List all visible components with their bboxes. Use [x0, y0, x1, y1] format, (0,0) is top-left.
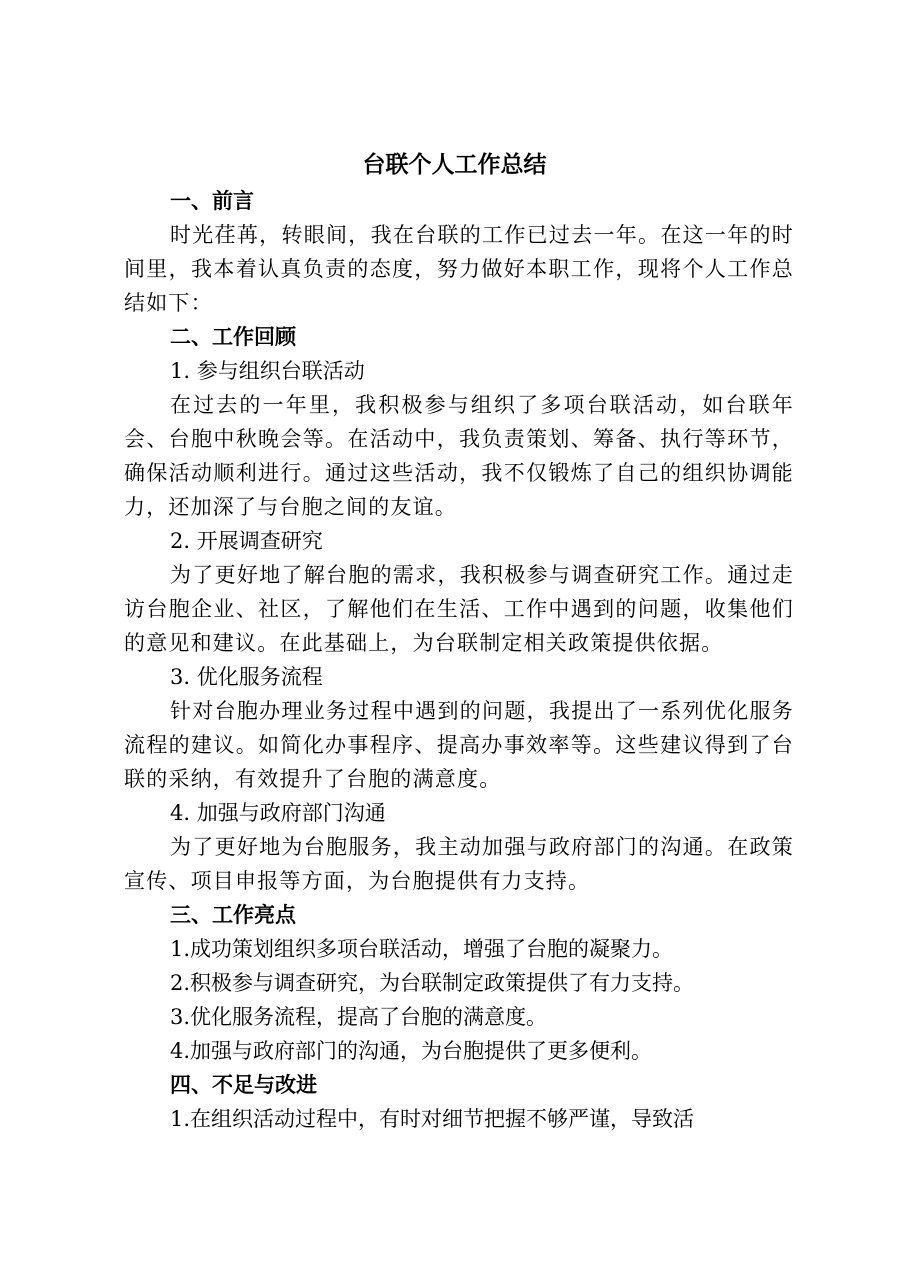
improvement-item-1: 1.在组织活动过程中，有时对细节把握不够严谨，导致活 [170, 1107, 695, 1131]
document-body [124, 184, 794, 1136]
document-title: 台联个人工作总结 [362, 151, 547, 178]
review-item-title-4: 4. 加强与政府部门沟通 [170, 801, 386, 825]
section-heading-review: 二、工作回顾 [170, 325, 296, 349]
review-item-title-3: 3. 优化服务流程 [170, 665, 323, 689]
highlight-item-2: 2.积极参与调查研究，为台联制定政策提供了有力支持。 [170, 971, 695, 995]
highlight-item-4: 4.加强与政府部门的沟通，为台胞提供了更多便利。 [170, 1039, 653, 1063]
section-heading-improvement: 四、不足与改进 [170, 1073, 317, 1097]
highlight-item-1: 1.成功策划组织多项台联活动，增强了台胞的凝聚力。 [170, 937, 674, 961]
highlight-item-3: 3.优化服务流程，提高了台胞的满意度。 [170, 1005, 548, 1029]
review-item-title-1: 1. 参与组织台联活动 [170, 359, 365, 383]
section-heading-intro: 一、前言 [170, 189, 254, 213]
review-item-paragraph-4: 为了更好地为台胞服务，我主动加强与政府部门的沟通。在政策宣传、项目申报等方面，为台胞提供有力支持。 [124, 835, 794, 893]
paragraph-intro: 时光荏苒，转眼间，我在台联的工作已过去一年。在这一年的时间里，我本着认真负责的态度，努力做好本职工作，现将个人工作总结如下： [124, 223, 794, 315]
review-item-paragraph-2: 为了更好地了解台胞的需求，我积极参与调查研究工作。通过走访台胞企业、社区，了解他们在生活、工作中遇到的问题，收集他们的意见和建议。在此基础上，为台联制定相关政策提供依据。 [124, 563, 794, 655]
review-item-title-2: 2. 开展调查研究 [170, 529, 323, 553]
review-item-paragraph-1: 在过去的一年里，我积极参与组织了多项台联活动，如台联年会、台胞中秋晚会等。在活动中，我负责策划、筹备、执行等环节，确保活动顺利进行。通过这些活动，我不仅锻炼了自己的组织协调能力，还加深了与台胞之间的友谊。 [124, 393, 794, 519]
review-item-paragraph-3: 针对台胞办理业务过程中遇到的问题，我提出了一系列优化服务流程的建议。如简化办事程序、提高办事效率等。这些建议得到了台联的采纳，有效提升了台胞的满意度。 [124, 699, 794, 791]
section-heading-highlights: 三、工作亮点 [170, 903, 296, 927]
